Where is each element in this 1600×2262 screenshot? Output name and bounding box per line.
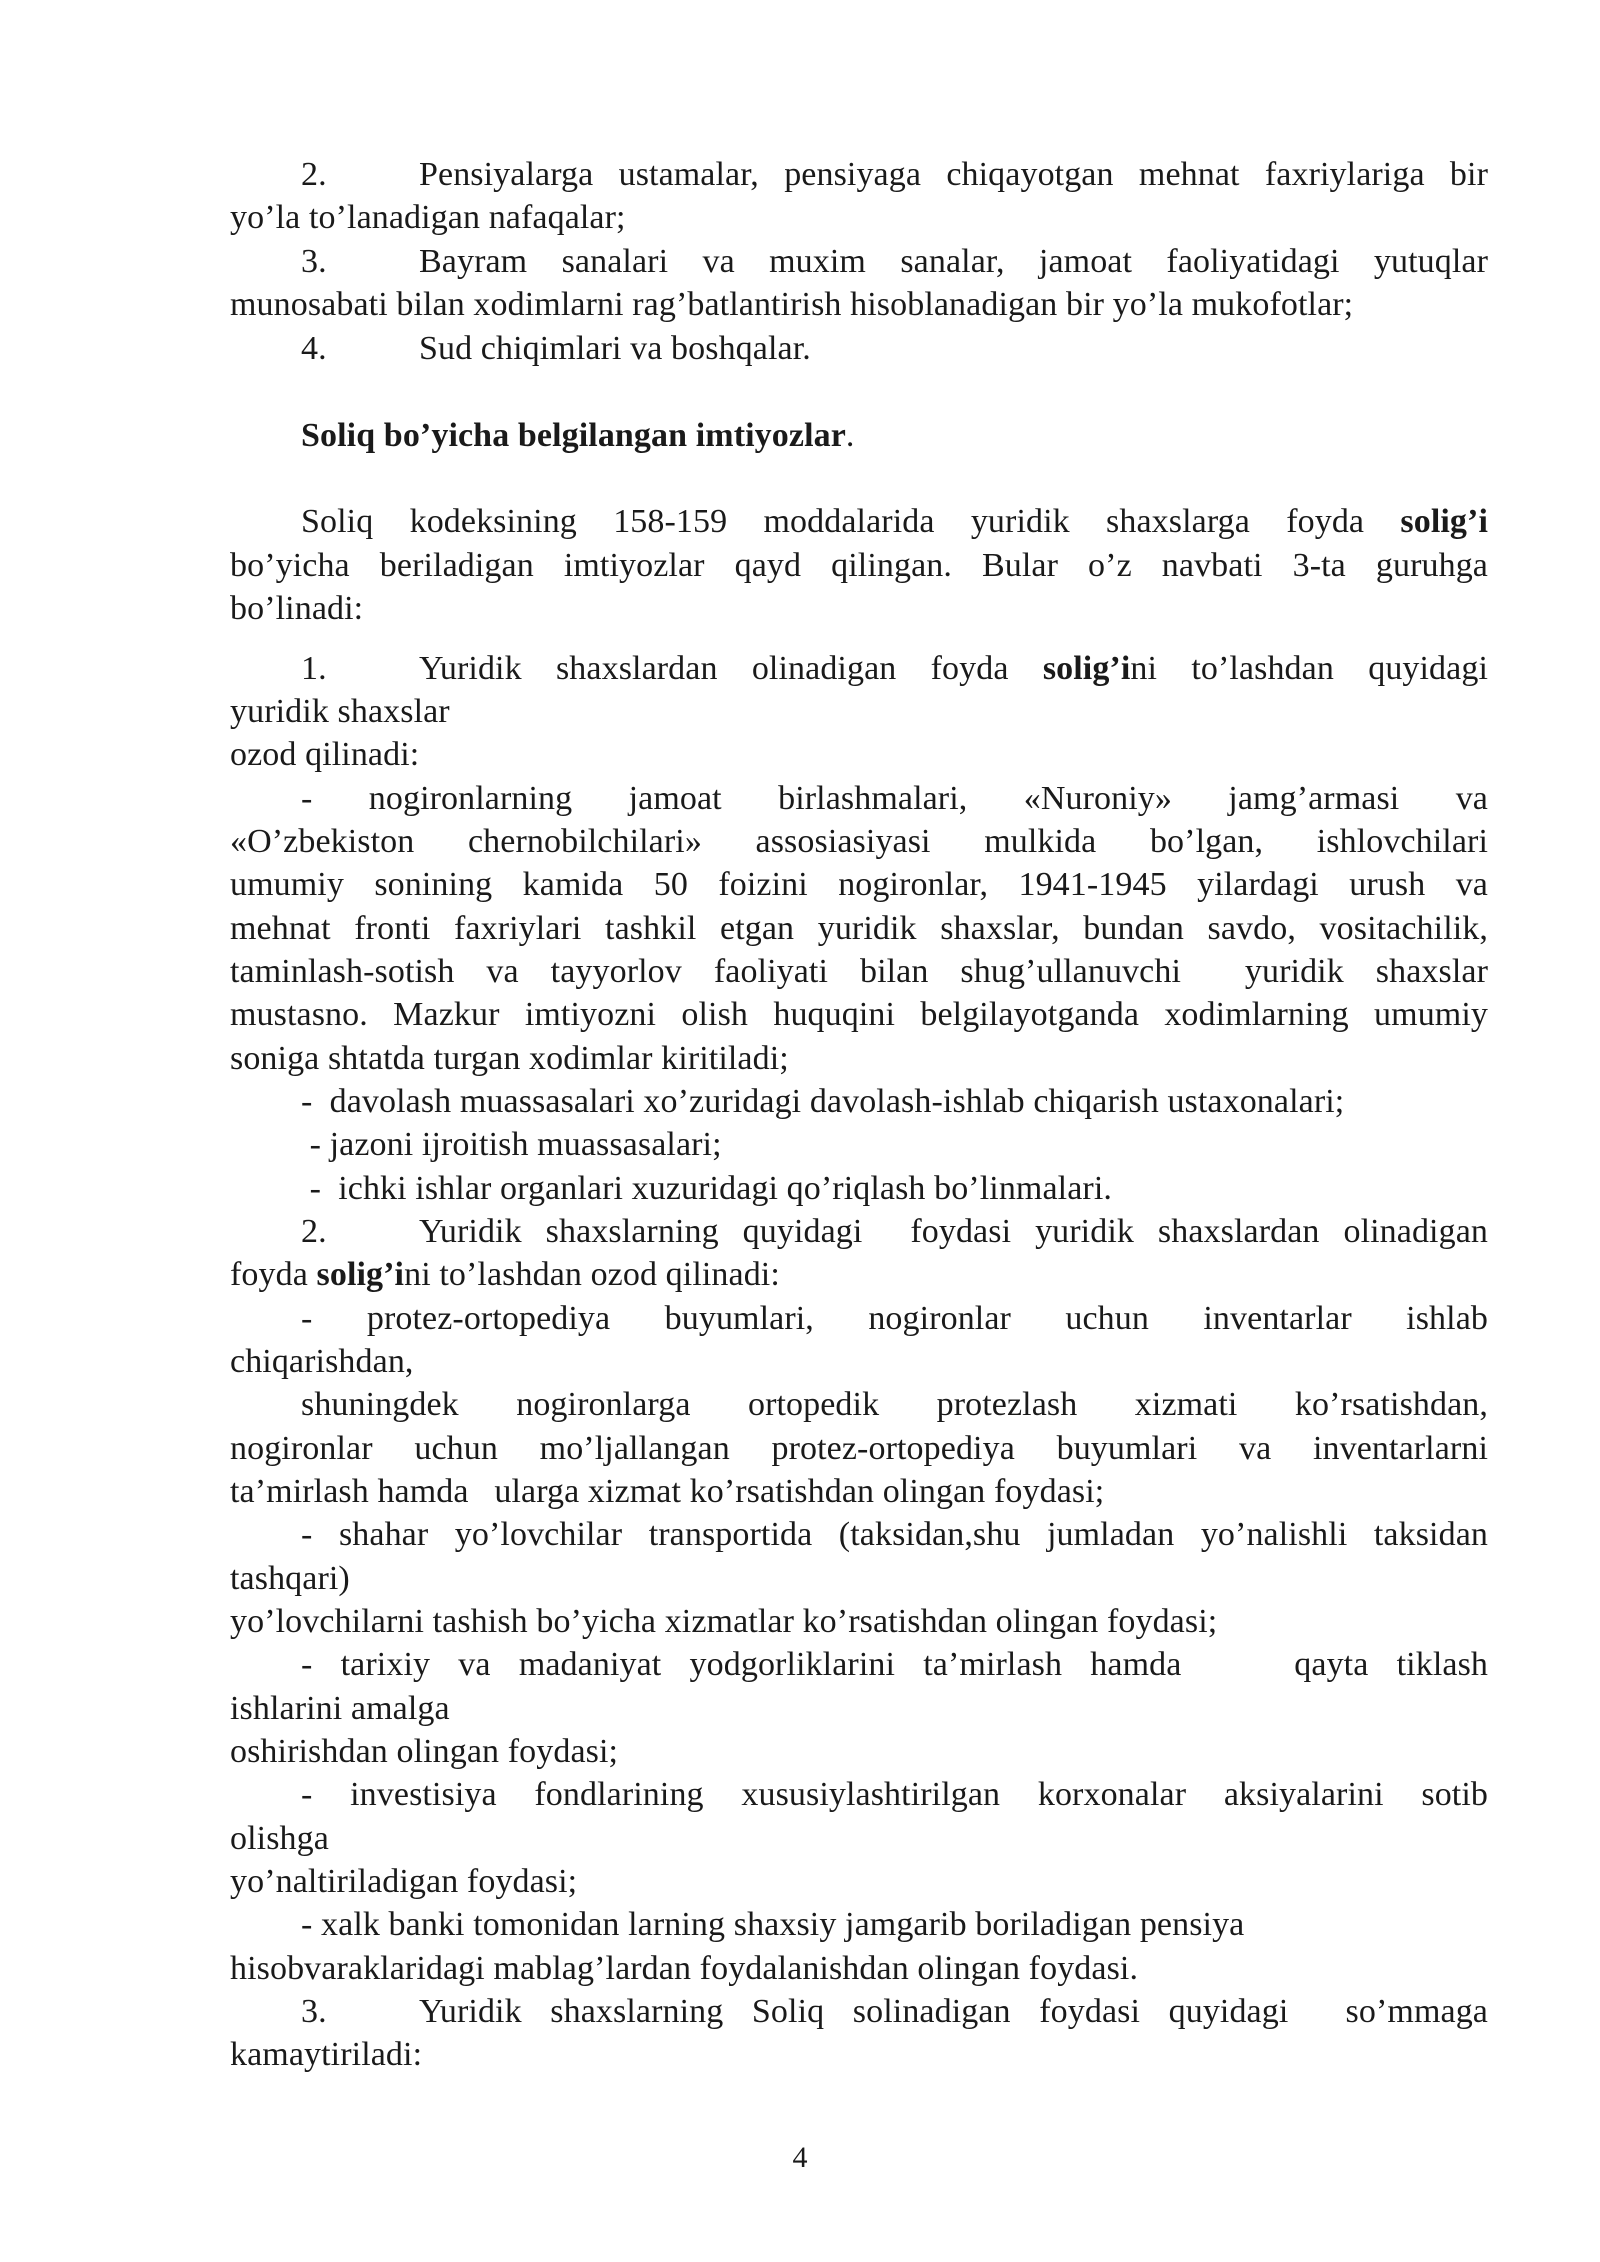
list-number: 3. — [301, 243, 327, 280]
point-2-a-line-1: - protez-ortopediya buyumlari, nogironlar uchun inventarlar ishlab — [301, 1300, 1488, 1337]
point-2-a-line-2: chiqarishdan, — [230, 1343, 414, 1380]
list-number: 1. — [301, 650, 327, 687]
intro-text: Soliq kodeksining 158-159 moddalarida yuridik shaxslarga foyda — [301, 503, 1401, 540]
point-1-dash-1-line-5: taminlash-sotish va tayyorlov faoliyati bilan shug’ullanuvchi yuridik shaxslar — [230, 953, 1488, 990]
list-item-4-line-1 — [301, 327, 1488, 370]
point-2-f-line-1: - xalk banki tomonidan larning shaxsiy jamgarib boriladigan pensiya — [301, 1906, 1245, 1943]
point-text: Yuridik shaxslardan olinadigan foyda — [419, 650, 1043, 687]
point-2-b-line-3: yo’lovchilarni tashish bo’yicha xizmatlar ko’rsatishdan olingan foydasi; — [230, 1603, 1218, 1640]
point-2-c-line-3: oshirishdan olingan foydasi; — [230, 1733, 619, 1770]
point-1-dash-1-line-2: «O’zbekiston chernobilchilari» assosiasiyasi mulkida bo’lgan, ishlovchilari — [230, 823, 1488, 860]
point-bold: solig’i — [1042, 650, 1131, 687]
point-1-dash-1-line-3: umumiy sonining kamida 50 foizini nogironlar, 1941-1945 yilardagi urush va — [230, 866, 1488, 903]
point-text: ni to’lashdan ozod qilinadi: — [404, 1256, 780, 1293]
point-bold: solig’i — [316, 1256, 405, 1293]
list-item-3-line-1 — [301, 240, 1488, 283]
point-2-a-line-3: shuningdek nogironlarga ortopedik protezlash xizmati ko’rsatishdan, — [301, 1386, 1488, 1423]
list-text: Pensiyalarga ustamalar, pensiyaga chiqayotgan mehnat faxriylariga bir — [419, 156, 1488, 193]
heading-text: Soliq bo’yicha belgilangan imtiyozlar — [301, 417, 846, 454]
intro-line-1 — [301, 500, 1488, 543]
point-2-c-line-1: - tarixiy va madaniyat yodgorliklarini ta’mirlash hamda qayta tiklash — [301, 1646, 1488, 1683]
point-text: Yuridik shaxslarning Soliq solinadigan foydasi quyidagi so’mmaga — [419, 1993, 1488, 2030]
point-2-e-line-3: yo’naltiriladigan foydasi; — [230, 1863, 578, 1900]
point-2-a-line-4: nogironlar uchun mo’ljallangan protez-ortopediya buyumlari va inventarlarni — [230, 1430, 1488, 1467]
point-2-b-line-1: - shahar yo’lovchilar transportida (taksidan,shu jumladan yo’nalishli taksidan — [301, 1516, 1488, 1553]
point-2-a-line-5: ta’mirlash hamda ularga xizmat ko’rsatishdan olingan foydasi; — [230, 1473, 1105, 1510]
point-3-line-1 — [301, 1990, 1488, 2033]
point-1-line-1 — [301, 647, 1488, 690]
point-2-line-1 — [301, 1210, 1488, 1253]
list-item-2-line-1 — [301, 153, 1488, 196]
point-text: ni to’lashdan quyidagi — [1130, 650, 1488, 687]
section-heading — [301, 414, 1488, 457]
point-1-line-2: yuridik shaxslar — [230, 693, 450, 730]
list-number: 2. — [301, 156, 327, 193]
heading-period: . — [845, 417, 855, 454]
point-1-dash-4: - ichki ishlar organlari xuzuridagi qo’riqlash bo’linmalari. — [301, 1170, 1112, 1207]
point-1-dash-2: - davolash muassasalari xo’zuridagi davolash-ishlab chiqarish ustaxonalari; — [301, 1083, 1345, 1120]
list-text: Sud chiqimlari va boshqalar. — [419, 330, 811, 367]
point-1-dash-1-line-7: soniga shtatda turgan xodimlar kiritiladi; — [230, 1040, 789, 1077]
list-item-2-line-2: yo’la to’lanadigan nafaqalar; — [230, 199, 626, 236]
point-2-line-2 — [230, 1253, 1488, 1296]
point-2-e-line-2: olishga — [230, 1820, 329, 1857]
list-number: 3. — [301, 1993, 327, 2030]
point-2-b-line-2: tashqari) — [230, 1560, 350, 1597]
intro-bold: solig’i — [1400, 503, 1488, 540]
point-2-e-line-1: - investisiya fondlarining xususiylashtirilgan korxonalar aksiyalarini sotib — [301, 1776, 1488, 1813]
intro-line-2: bo’yicha beriladigan imtiyozlar qayd qilingan. Bular o’z navbati 3-ta guruhga — [230, 547, 1488, 584]
point-2-f-line-2: hisobvaraklaridagi mablag’lardan foydalanishdan olingan foydasi. — [230, 1950, 1139, 1987]
point-1-dash-1-line-6: mustasno. Mazkur imtiyozni olish huquqini belgilayotganda xodimlarning umumiy — [230, 996, 1488, 1033]
point-3-line-2: kamaytiriladi: — [230, 2036, 423, 2073]
point-text: Yuridik shaxslarning quyidagi foydasi yuridik shaxslardan olinadigan — [419, 1213, 1488, 1250]
point-2-c-line-2: ishlarini amalga — [230, 1690, 450, 1727]
intro-line-3: bo’linadi: — [230, 590, 364, 627]
list-number: 2. — [301, 1213, 327, 1250]
list-item-3-line-2: munosabati bilan xodimlarni rag’batlantirish hisoblanadigan bir yo’la mukofotlar; — [230, 286, 1354, 323]
list-text: Bayram sanalari va muxim sanalar, jamoat faoliyatidagi yutuqlar — [419, 243, 1488, 280]
point-1-dash-1-line-1: - nogironlarning jamoat birlashmalari, «Nuroniy» jamg’armasi va — [301, 780, 1488, 817]
page-number: 4 — [792, 2141, 808, 2174]
list-number: 4. — [301, 330, 327, 367]
point-1-dash-1-line-4: mehnat fronti faxriylari tashkil etgan yuridik shaxslar, bundan savdo, vositachilik, — [230, 910, 1488, 947]
point-1-line-3: ozod qilinadi: — [230, 736, 420, 773]
point-text: foyda — [230, 1256, 317, 1293]
point-1-dash-3: - jazoni ijroitish muassasalari; — [301, 1126, 722, 1163]
